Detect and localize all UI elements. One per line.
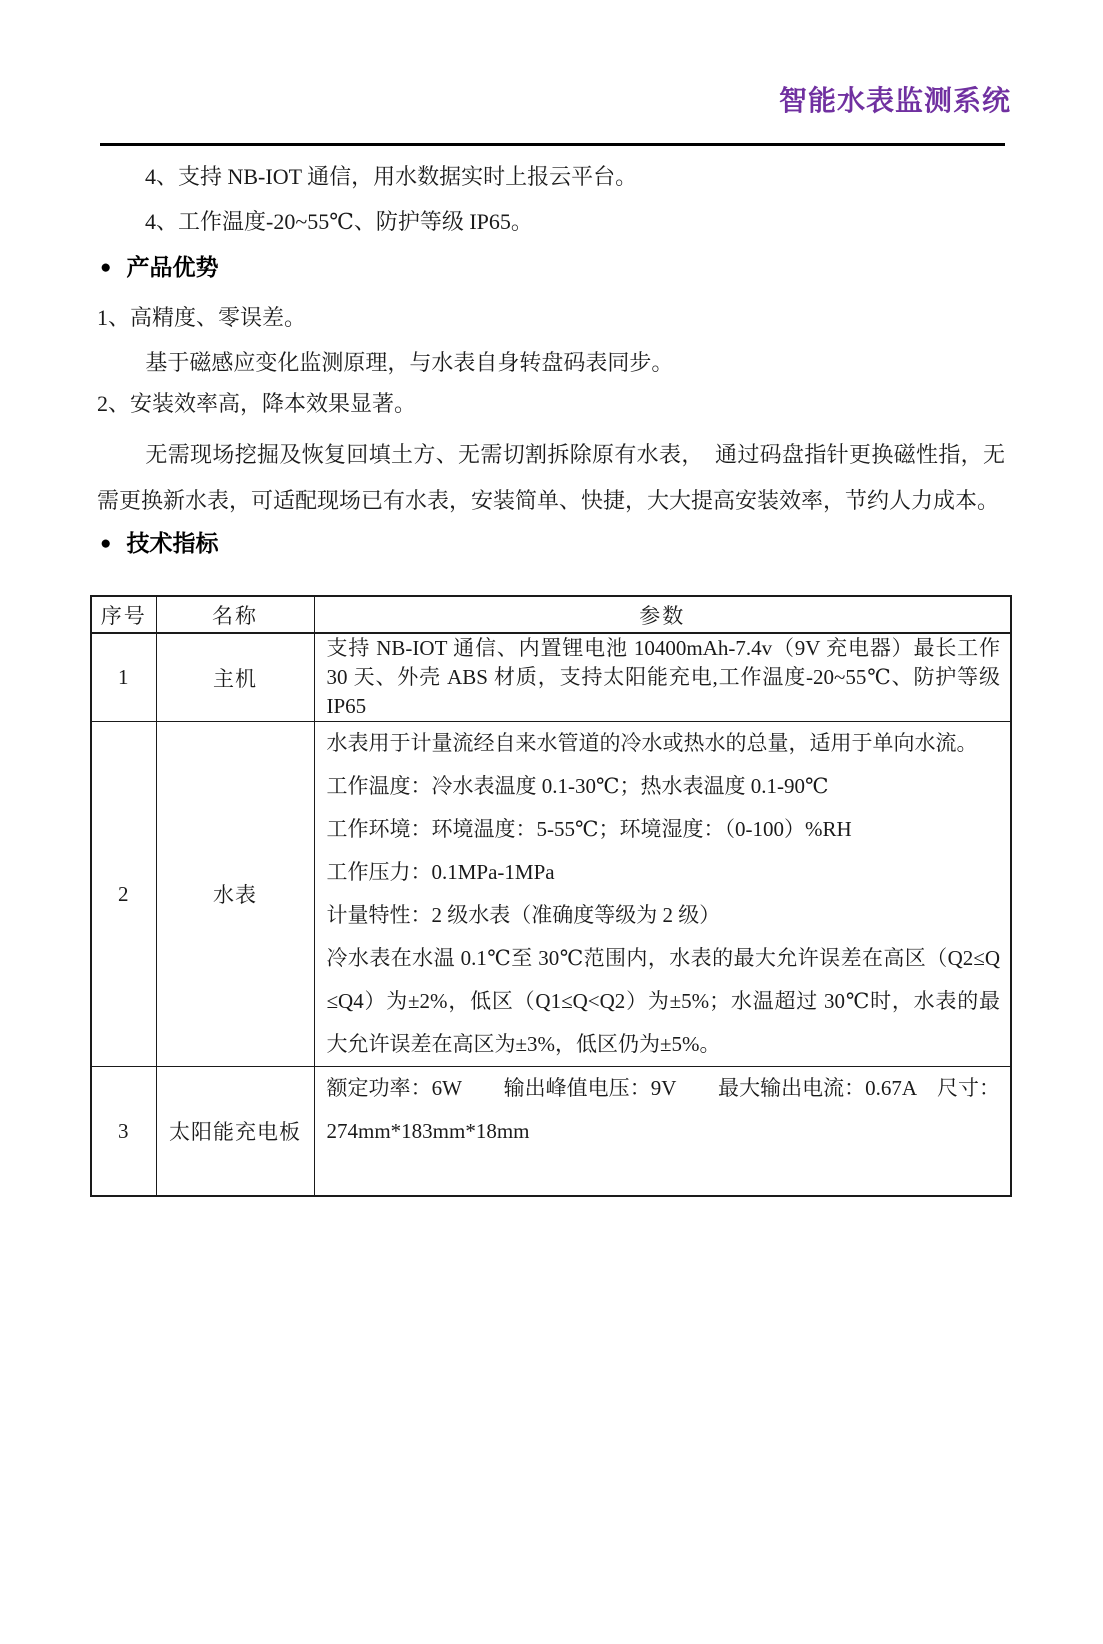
advantage-title: 1、高精度、零误差。 [97, 305, 307, 330]
row-params [314, 1067, 1011, 1197]
advantage-detail: 无需现场挖掘及恢复回填土方、无需切割拆除原有水表， 通过码盘指针更换磁性指，无需更换新水表，可适配现场已有水表，安装简单、快捷，大大提高安装效率，节约人力成本。 [97, 442, 1005, 513]
row-name: 太阳能充电板 [156, 1067, 314, 1197]
document-content [97, 143, 1005, 1197]
section-heading-advantages [100, 252, 1005, 282]
table-header-row [91, 596, 1011, 633]
table-row [91, 722, 1011, 1067]
intro-item: 4、工作温度-20~55℃、防护等级 IP65。 [145, 209, 533, 234]
advantages-section [97, 304, 1005, 524]
table-row [91, 633, 1011, 722]
section-heading-specs [100, 528, 1005, 558]
param-line: 工作温度：冷水表温度 0.1-30℃；热水表温度 0.1-90℃ [326, 774, 829, 798]
row-number: 1 [91, 633, 156, 722]
param-line: 支持 NB-IOT 通信、内置锂电池 10400mAh-7.4v（9V 充电器）最长工作 30 天、外壳 ABS 材质，支持太阳能充电,工作温度-20~55℃、防护等级 IP65 [326, 636, 1000, 718]
intro-section [97, 163, 1005, 236]
column-header-params: 参数 [314, 596, 1011, 633]
advantage-title: 2、安装效率高，降本效果显著。 [97, 391, 417, 416]
param-line: 额定功率：6W 输出峰值电压：9V 最大输出电流：0.67A 尺寸：274mm*183mm*18mm [326, 1076, 1000, 1143]
param-line: 计量特性：2 级水表（准确度等级为 2 级） [326, 903, 721, 927]
column-header-name: 名称 [156, 596, 314, 633]
param-line: 工作压力：0.1MPa-1MPa [326, 860, 555, 884]
table-row [91, 1067, 1011, 1197]
page-title: 智能水表监测系统 [778, 85, 1011, 116]
header-divider [100, 143, 1005, 146]
param-line: 工作环境：环境温度：5-55℃；环境湿度：（0-100）%RH [326, 817, 852, 841]
param-line: 水表用于计量流经自来水管道的冷水或热水的总量，适用于单向水流。 [326, 731, 978, 755]
row-number: 3 [91, 1067, 156, 1197]
circle-bullet-icon: ● [100, 532, 112, 554]
circle-bullet-icon: ● [100, 256, 112, 278]
advantage-detail: 基于磁感应变化监测原理，与水表自身转盘码表同步。 [145, 350, 674, 375]
row-name: 水表 [156, 722, 314, 1067]
row-params [314, 633, 1011, 722]
intro-item: 4、支持 NB-IOT 通信，用水数据实时上报云平台。 [145, 164, 638, 189]
row-params [314, 722, 1011, 1067]
specs-table [90, 595, 1012, 1197]
row-name: 主机 [156, 633, 314, 722]
section-heading-label: 产品优势 [126, 254, 219, 280]
row-number: 2 [91, 722, 156, 1067]
document-page [0, 85, 1103, 1644]
column-header-no: 序号 [91, 596, 156, 633]
section-heading-label: 技术指标 [126, 530, 219, 556]
param-line: 冷水表在水温 0.1℃至 30℃范围内，水表的最大允许误差在高区（Q2≤Q ≤Q4）为±2%，低区（Q1≤Q<Q2）为±5%；水温超过 30℃时，水表的最大允许误差在高区为±3%，低区仍为±5%。 [326, 946, 1000, 1056]
